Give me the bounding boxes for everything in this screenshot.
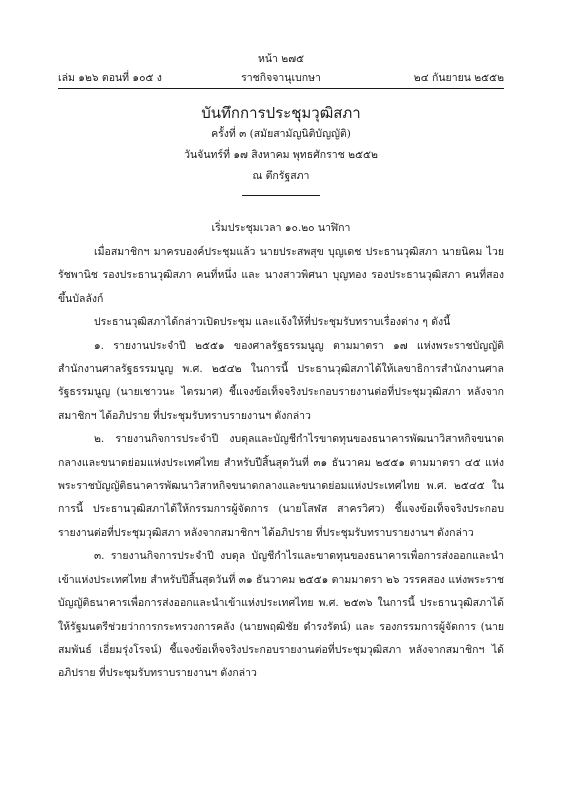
paragraph: ประธานวุฒิสภาได้กล่าวเปิดประชุม และแจ้งให้ที่ประชุมรับทราบเรื่องต่าง ๆ ดังนี้ <box>94 316 451 329</box>
volume-info: เล่ม ๑๒๖ ตอนที่ ๑๐๕ ง <box>58 72 162 84</box>
publication-date: ๒๔ กันยายน ๒๕๕๒ <box>413 72 504 84</box>
title-block <box>0 102 562 196</box>
session-line: ครั้งที่ ๓ (สมัยสามัญนิติบัญญัติ) <box>211 128 351 140</box>
start-time: เริ่มประชุมเวลา ๑๐.๒๐ นาฬิกา <box>211 222 351 234</box>
title-divider <box>242 195 320 196</box>
meeting-date: วันจันทร์ที่ ๑๗ สิงหาคม พุทธศักราช ๒๕๕๒ <box>184 149 378 161</box>
paragraph: ๑. รายงานประจำปี ๒๕๕๑ ของศาลรัฐธรรมนูญ ตามมาตรา ๑๗ แห่งพระราชบัญญัติสำนักงานศาลรัฐธรรมนูญ พ.ศ. ๒๕๔๒ ในการนี้ ประธานวุฒิสภาได้ให้เลขาธิการสำนักงานศาลรัฐธรรมนูญ (นายเชาวนะ ไตรมาศ) ชี้แจงข้อเท็จจริงประกอบรายงานต่อที่ประชุมวุฒิสภา หลังจากสมาชิกฯ ได้อภิปราย ที่ประชุมรับทราบรายงานฯ ดังกล่าว <box>58 339 504 422</box>
paragraph: เมื่อสมาชิกฯ มาครบองค์ประชุมแล้ว นายประสพสุข บุญเดช ประธานวุฒิสภา นายนิคม ไวยรัชพานิช รองประธานวุฒิสภา คนที่หนึ่ง และ นางสาวพิศนา บุญทอง รองประธานวุฒิสภา คนที่สอง ขึ้นบัลลังก์ <box>58 246 504 305</box>
paragraph: ๓. รายงานกิจการประจำปี งบดุล บัญชีกำไรและขาดทุนของธนาคารเพื่อการส่งออกและนำเข้าแห่งประเทศไทย สำหรับปีสิ้นสุดวันที่ ๓๑ ธันวาคม ๒๕๕๑ ตามมาตรา ๒๖ วรรคสอง แห่งพระราชบัญญัติธนาคารเพื่อการส่งออกและนำเข้าแห่งประเทศไทย พ.ศ. ๒๕๓๖ ในการนี้ ประธานวุฒิสภาได้ให้รัฐมนตรีช่วยว่าการกระทรวงการคลัง (นายพฤฒิชัย ดำรงรัตน์) และ รองกรรมการผู้จัดการ (นายสมพันธ์ เอี่ยมรุ่งโรจน์) ชี้แจงข้อเท็จจริงประกอบรายงานต่อที่ประชุมวุฒิสภา หลังจากสมาชิกฯ ได้อภิปราย ที่ประชุมรับทราบรายงานฯ ดังกล่าว <box>58 550 504 680</box>
page-number: หน้า ๒๗๕ <box>257 53 305 65</box>
document-body <box>58 241 504 686</box>
document-title: บันทึกการประชุมวุฒิสภา <box>201 104 361 122</box>
header-divider <box>58 88 504 89</box>
paragraph: ๒. รายงานกิจการประจำปี งบดุลและบัญชีกำไรขาดทุนของธนาคารพัฒนาวิสาหกิจขนาดกลางและขนาดย่อมแห่งประเทศไทย สำหรับปีสิ้นสุดวันที่ ๓๑ ธันวาคม ๒๕๕๑ ตามมาตรา ๔๕ แห่งพระราชบัญญัติธนาคารพัฒนาวิสาหกิจขนาดกลางและขนาดย่อมแห่งประเทศไทย พ.ศ. ๒๕๔๕ ในการนี้ ประธานวุฒิสภาได้ให้กรรมการผู้จัดการ (นายโสฬส สาครวิศว) ชี้แจงข้อเท็จจริงประกอบรายงานต่อที่ประชุมวุฒิสภา หลังจากสมาชิกฯ ได้อภิปราย ที่ประชุมรับทราบรายงานฯ ดังกล่าว <box>58 433 504 539</box>
meeting-location: ณ ตึกรัฐสภา <box>252 170 310 182</box>
publication-name: ราชกิจจานุเบกษา <box>241 72 321 84</box>
